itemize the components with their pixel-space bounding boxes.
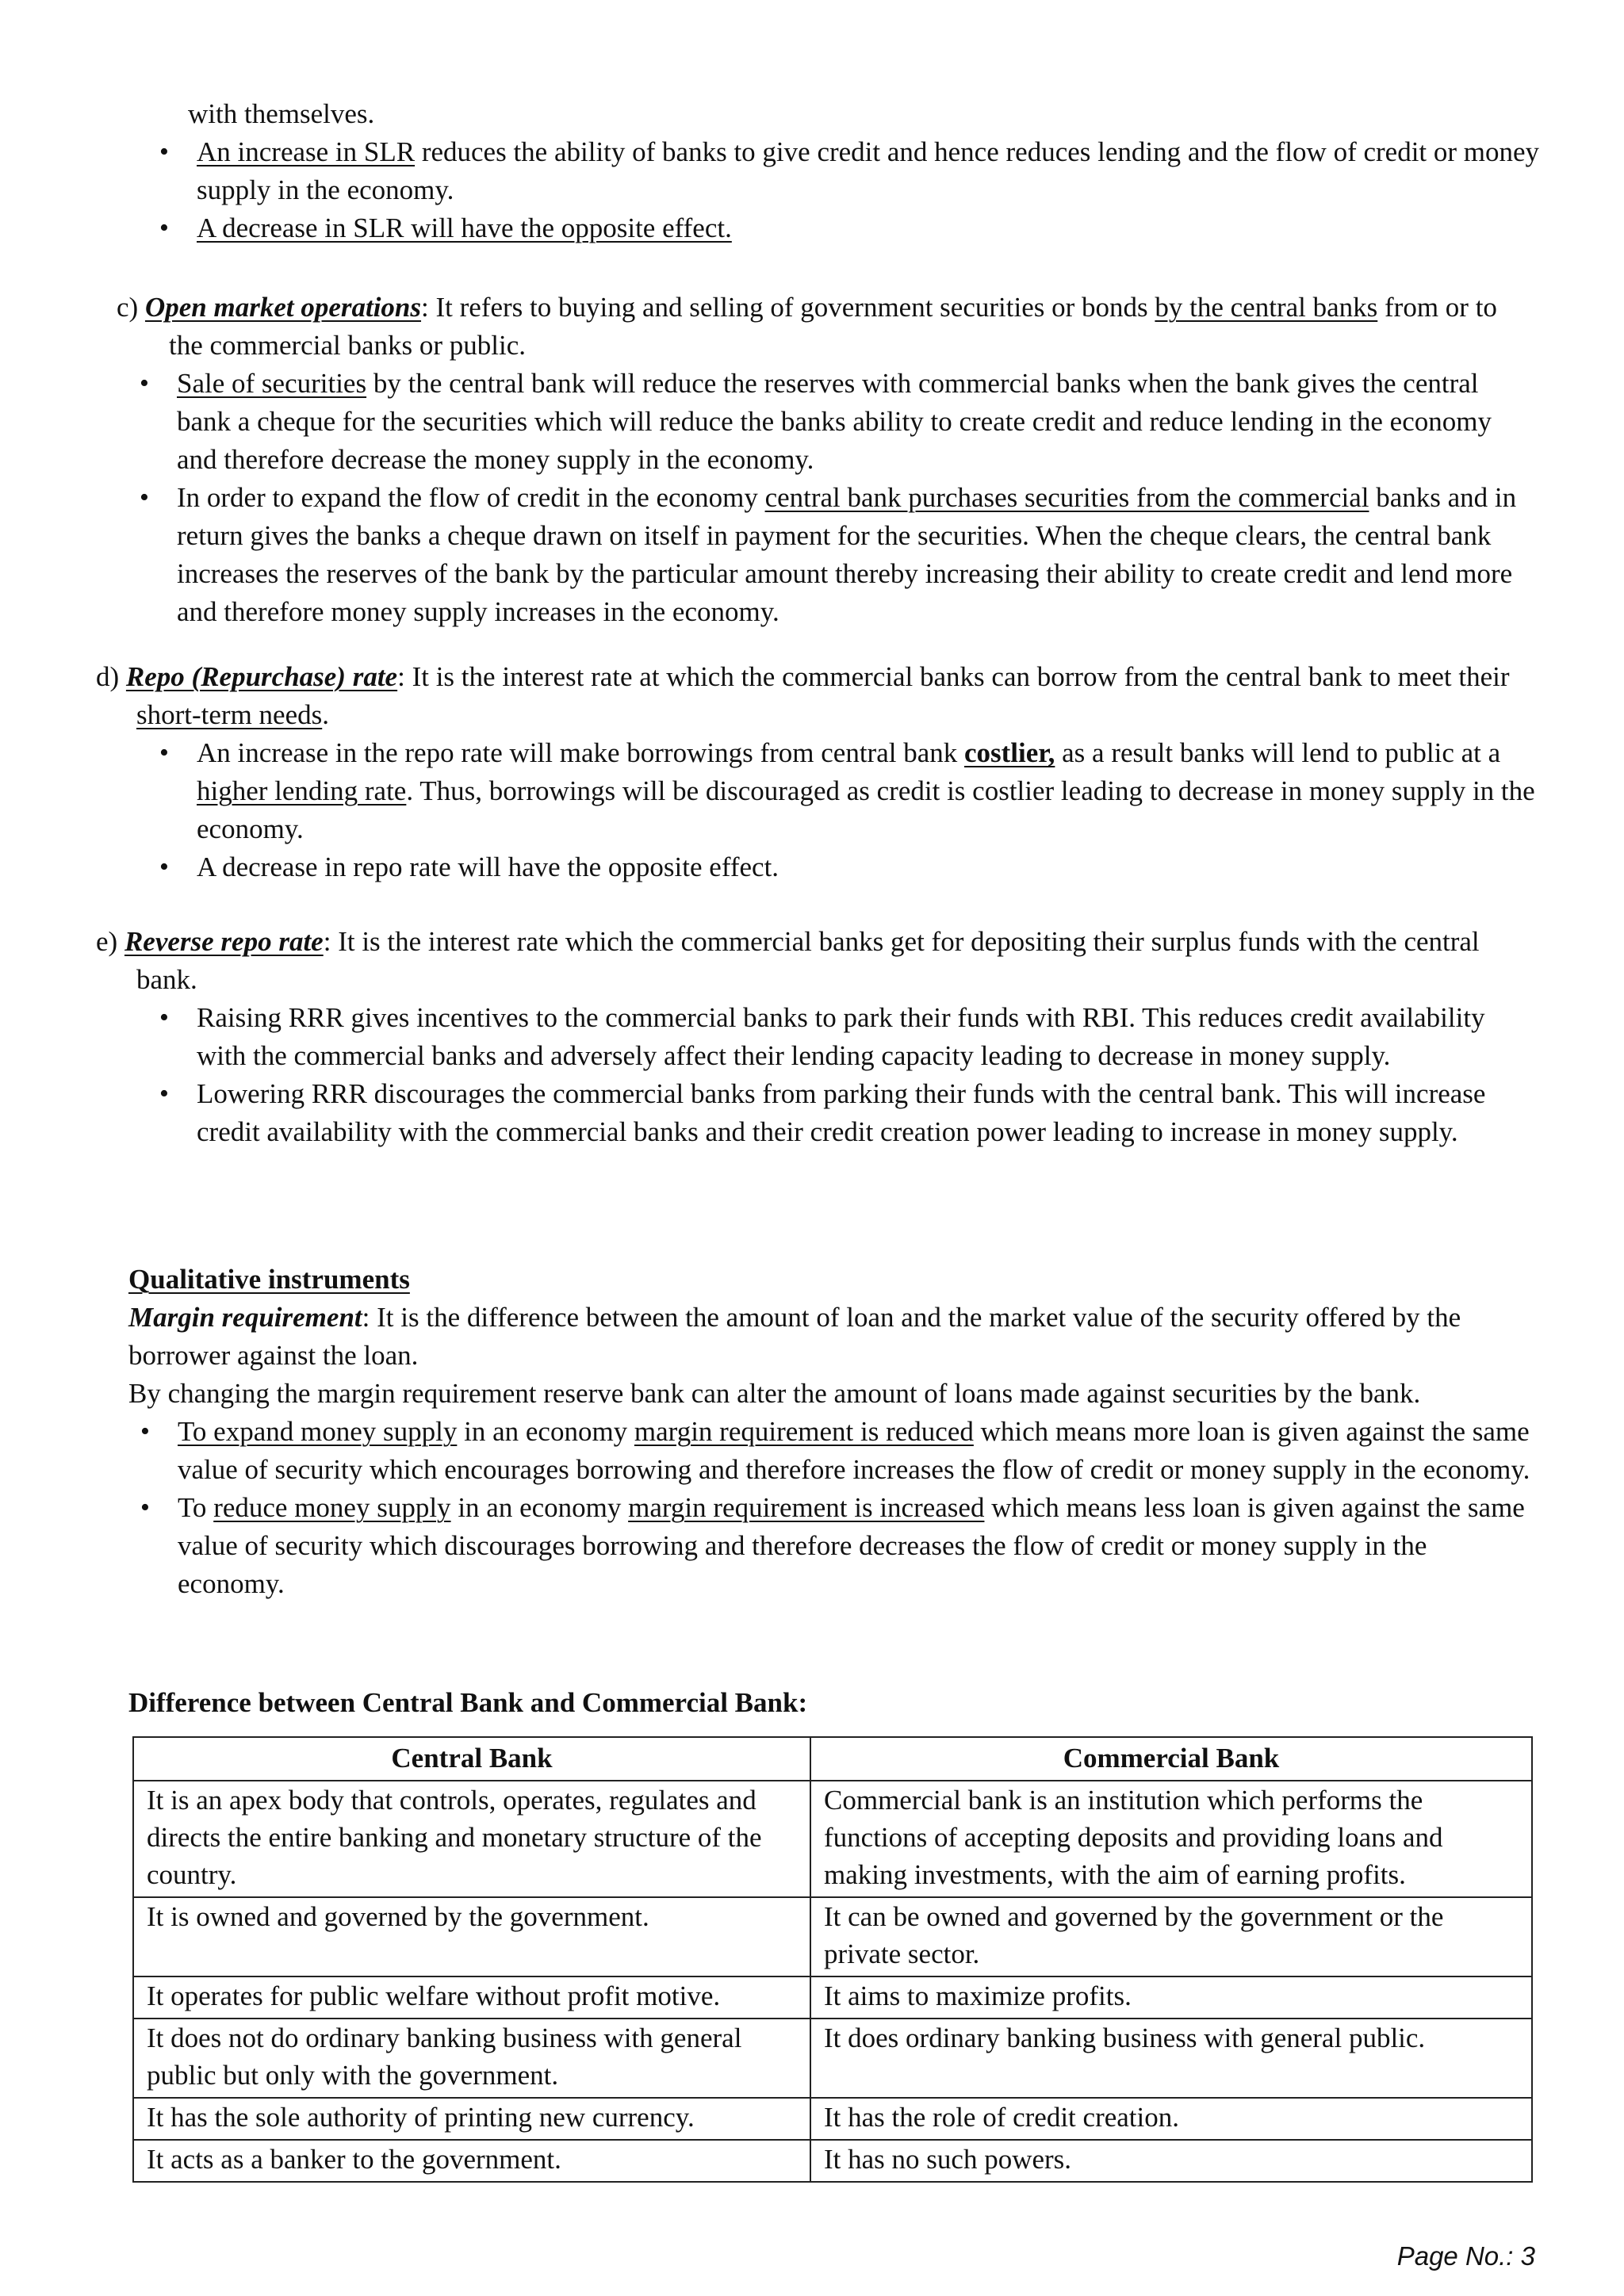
- table-cell: It has the sole authority of printing new currency.: [133, 2098, 810, 2140]
- margin-term: Margin requirement: [128, 1302, 362, 1333]
- table-cell: It aims to maximize profits.: [810, 1976, 1532, 2019]
- table-row: [133, 1976, 1532, 2019]
- difference-title: Difference between Central Bank and Commercial Bank:: [128, 1687, 808, 1718]
- table-cell: It does not do ordinary banking business with general public but only with the government.: [133, 2019, 810, 2098]
- repo-term: Repo (Repurchase) rate: [125, 661, 398, 692]
- omo-label: c): [117, 292, 139, 323]
- table-header-row: [133, 1737, 1532, 1781]
- reverse-repo-label: e): [96, 926, 118, 957]
- difference-table: [132, 1736, 1533, 2183]
- repo-label: d): [96, 661, 120, 692]
- table-cell: It is owned and governed by the government.: [133, 1897, 810, 1976]
- table-cell: It is an apex body that controls, operates, regulates and directs the entire banking and monetary structure of the country.: [133, 1781, 810, 1897]
- omo-term: Open market operations: [144, 292, 422, 323]
- table-row: [133, 2098, 1532, 2140]
- repo-bullets: [96, 734, 1539, 886]
- omo-bullets: [117, 365, 1536, 631]
- reverse-repo-section: [96, 923, 1539, 1151]
- omo-section: [117, 289, 1536, 631]
- margin-paragraph: By changing the margin requirement reserve bank can alter the amount of loans made against securities by the bank.: [128, 1378, 1421, 1409]
- header-central-bank: Central Bank: [133, 1737, 810, 1781]
- slr-section: [0, 95, 1624, 247]
- table-cell: Commercial bank is an institution which performs the functions of accepting deposits and providing loans and making investments, with the aim of earning profits.: [810, 1781, 1532, 1897]
- list-item: • Lowering RRR discourages the commercial banks from parking their funds with the central bank. This will increase credit availability with the commercial banks and their credit creation power leading to increase in money supply.: [197, 1075, 1539, 1151]
- table-cell: It does ordinary banking business with general public.: [810, 2019, 1532, 2098]
- list-item: • An increase in the repo rate will make borrowings from central bank costlier, as a result banks will lend to public at a higher lending rate. Thus, borrowings will be discouraged as credit is costlier leading to decrease in money supply in the economy.: [197, 734, 1539, 848]
- slr-bullets: [0, 133, 1545, 247]
- list-item: • Raising RRR gives incentives to the commercial banks to park their funds with RBI. This reduces credit availability with the commercial banks and adversely affect their lending capacity leading to decrease in money supply.: [197, 999, 1539, 1075]
- table-row: [133, 2140, 1532, 2182]
- repo-definition: d) Repo (Repurchase) rate: It is the interest rate at which the commercial banks can borrow from the central bank to meet their short-term needs.: [96, 661, 1510, 730]
- table-row: [133, 1897, 1532, 1976]
- reverse-repo-term: Reverse repo rate: [124, 926, 324, 957]
- table-cell: It acts as a banker to the government.: [133, 2140, 810, 2182]
- qualitative-heading: Qualitative instruments: [128, 1264, 410, 1295]
- list-item: • To reduce money supply in an economy margin requirement is increased which means less loan is given against the same value of security which discourages borrowing and therefore decreases the flow of credit or money supply in the economy.: [178, 1489, 1540, 1603]
- list-item: • Sale of securities by the central bank will reduce the reserves with commercial banks when the bank gives the central bank a cheque for the securities which will reduce the banks ability to create credit and reduce lending in the economy and therefore decrease the money supply in the economy.: [177, 365, 1536, 479]
- table-cell: It has no such powers.: [810, 2140, 1532, 2182]
- slr-continued-text: with themselves.: [188, 98, 375, 129]
- table-row: [133, 1781, 1532, 1897]
- header-commercial-bank: Commercial Bank: [810, 1737, 1532, 1781]
- page-number: Page No.: 3: [1396, 2241, 1535, 2271]
- table-row: [133, 2019, 1532, 2098]
- margin-definition: Margin requirement: It is the difference between the amount of loan and the market value of the security offered by the borrower against the loan.: [128, 1302, 1461, 1371]
- repo-section: [96, 658, 1539, 886]
- list-item: • A decrease in SLR will have the opposite effect.: [197, 209, 1545, 247]
- table-cell: It can be owned and governed by the government or the private sector.: [810, 1897, 1532, 1976]
- qualitative-section: [121, 1261, 1540, 1603]
- margin-bullets: [121, 1413, 1540, 1603]
- omo-definition: c) Open market operations: It refers to buying and selling of government securities or bonds by the central banks from or to the commercial banks or public.: [117, 292, 1497, 361]
- table-cell: It has the role of credit creation.: [810, 2098, 1532, 2140]
- reverse-repo-definition: e) Reverse repo rate: It is the interest rate which the commercial banks get for depositing their surplus funds with the central bank.: [96, 926, 1480, 995]
- reverse-repo-bullets: [96, 999, 1539, 1151]
- list-item: • In order to expand the flow of credit in the economy central bank purchases securities from the commercial banks and in return gives the banks a cheque drawn on itself in payment for the securities. When the cheque clears, the central bank increases the reserves of the bank by the particular amount thereby increasing their ability to create credit and lend more and therefore money supply increases in the economy.: [177, 479, 1536, 631]
- table-cell: It operates for public welfare without profit motive.: [133, 1976, 810, 2019]
- list-item: • To expand money supply in an economy margin requirement is reduced which means more loan is given against the same value of security which encourages borrowing and therefore increases the flow of credit or money supply in the economy.: [178, 1413, 1540, 1489]
- list-item: • An increase in SLR reduces the ability of banks to give credit and hence reduces lending and the flow of credit or money supply in the economy.: [197, 133, 1545, 209]
- list-item: • A decrease in repo rate will have the opposite effect.: [197, 848, 1539, 886]
